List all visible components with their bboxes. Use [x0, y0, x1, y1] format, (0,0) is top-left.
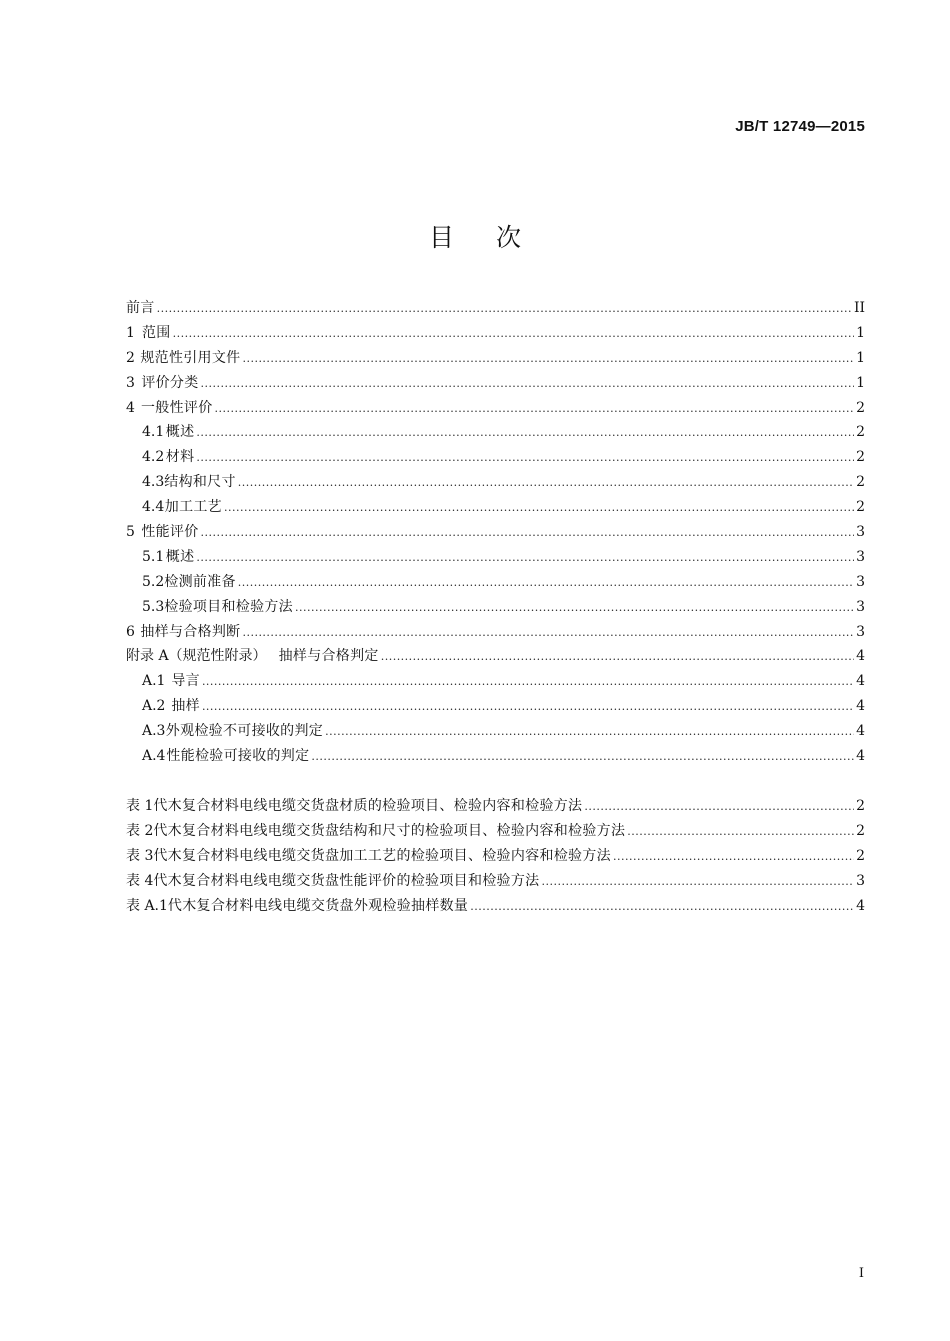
page-number: I — [858, 1266, 864, 1281]
toc-entry-5[interactable] — [126, 521, 865, 546]
table-entry-4[interactable] — [126, 870, 865, 895]
leader-dots — [201, 527, 855, 538]
toc-label: 导言 — [171, 673, 200, 690]
leader-dots — [173, 328, 854, 339]
toc-entry-4-3[interactable] — [126, 471, 865, 496]
toc-page: 2 — [856, 399, 865, 416]
leader-dots — [224, 502, 854, 513]
toc-number: A.2 — [142, 698, 166, 715]
leader-dots — [157, 303, 852, 314]
toc-number: 4.1 — [142, 424, 165, 441]
toc-entry-4[interactable] — [126, 397, 865, 422]
leader-dots — [238, 477, 854, 488]
table-label: 代木复合材料电线电缆交货盘性能评价的检验项目和检验方法 — [153, 872, 540, 889]
list-of-tables — [126, 795, 865, 919]
toc-label: 评价分类 — [141, 374, 199, 391]
leader-dots — [201, 378, 855, 389]
toc-label: 范围 — [141, 324, 171, 341]
toc-label: 前言 — [126, 300, 155, 316]
toc-entry-3[interactable] — [126, 372, 865, 397]
leader-dots — [470, 901, 854, 912]
toc-number: 4.3 — [142, 474, 165, 491]
toc-entry-4-4[interactable] — [126, 496, 865, 521]
toc-entry-5-3[interactable] — [126, 596, 865, 621]
toc-page: 4 — [856, 723, 865, 740]
toc-page: 3 — [856, 623, 865, 640]
toc-label: 外观检验不可接收的判定 — [165, 723, 324, 740]
toc-label: 一般性评价 — [141, 399, 213, 416]
leader-dots — [541, 876, 854, 887]
toc-label: 概述 — [165, 548, 195, 565]
leader-dots — [325, 726, 854, 737]
toc-entry-a-2[interactable] — [126, 695, 865, 720]
leader-dots — [242, 353, 854, 364]
table-page: 4 — [856, 897, 865, 914]
toc-entry-a-3[interactable] — [126, 720, 865, 745]
leader-dots — [627, 826, 854, 837]
toc-page: 4 — [856, 673, 865, 690]
table-page: 2 — [856, 822, 865, 839]
table-page: 3 — [856, 872, 865, 889]
toc-number: 4.2 — [142, 449, 165, 466]
page-title: 目次 — [428, 223, 563, 252]
toc-page: 3 — [856, 524, 865, 541]
toc-entry-5-2[interactable] — [126, 571, 865, 596]
leader-dots — [311, 751, 854, 762]
toc-entry-6[interactable] — [126, 621, 865, 646]
toc-number: 5 — [126, 524, 135, 541]
toc-label: 抽样与合格判定 — [278, 648, 379, 665]
toc-number: 附录 A（规范性附录） — [126, 648, 267, 665]
table-number: 表 A.1 — [126, 897, 168, 914]
leader-dots — [242, 627, 854, 638]
leader-dots — [381, 651, 854, 662]
toc-entry-2[interactable] — [126, 347, 865, 372]
toc-label: 结构和尺寸 — [164, 474, 236, 491]
toc-page: II — [853, 300, 865, 316]
toc-entry-5-1[interactable] — [126, 546, 865, 571]
toc-label: 性能检验可接收的判定 — [166, 748, 310, 765]
toc-page: 1 — [856, 374, 865, 391]
table-label: 代木复合材料电线电缆交货盘外观检验抽样数量 — [167, 897, 469, 914]
leader-dots — [238, 577, 854, 588]
table-entry-a-1[interactable] — [126, 895, 865, 920]
toc-label: 检测前准备 — [164, 573, 236, 590]
toc-number: 5.1 — [142, 548, 165, 565]
table-page: 2 — [856, 847, 865, 864]
leader-dots — [215, 403, 855, 414]
toc-page: 4 — [856, 698, 865, 715]
toc-page: 2 — [856, 474, 865, 491]
toc-page: 4 — [856, 748, 865, 765]
toc-number: 3 — [126, 374, 135, 391]
toc-label: 规范性引用文件 — [140, 349, 241, 366]
toc-number: 1 — [126, 324, 135, 341]
toc-entry-1[interactable] — [126, 322, 865, 347]
toc-number: 6 — [126, 623, 135, 640]
table-number: 表 4 — [126, 872, 154, 889]
toc-page: 3 — [856, 598, 865, 615]
leader-dots — [613, 851, 854, 862]
leader-dots — [196, 452, 854, 463]
table-entry-3[interactable] — [126, 845, 865, 870]
toc-label: 抽样 — [171, 698, 200, 715]
leader-dots — [584, 801, 854, 812]
toc-label: 检验项目和检验方法 — [164, 598, 293, 615]
toc-page: 1 — [856, 349, 865, 366]
table-page: 2 — [856, 798, 865, 814]
toc-page: 2 — [856, 424, 865, 441]
toc-label: 抽样与合格判断 — [140, 623, 241, 640]
toc-entry-a-1[interactable] — [126, 670, 865, 695]
table-label: 代木复合材料电线电缆交货盘加工工艺的检验项目、检验内容和检验方法 — [153, 847, 611, 864]
toc-number: 5.3 — [142, 598, 165, 615]
toc-page: 1 — [856, 324, 865, 341]
leader-dots — [196, 552, 854, 563]
toc-page: 2 — [856, 449, 865, 466]
toc-number: 4.4 — [142, 499, 165, 516]
toc-entry-appendix-a[interactable] — [126, 645, 865, 670]
toc-number: A.3 — [142, 723, 166, 740]
toc-number: 5.2 — [142, 573, 165, 590]
toc-entry-4-1[interactable] — [126, 421, 865, 446]
table-number: 表 2 — [126, 822, 154, 839]
toc-label: 材料 — [165, 449, 195, 466]
standard-code: JB/T 12749—2015 — [735, 118, 865, 135]
table-entry-2[interactable] — [126, 820, 865, 845]
toc-label: 概述 — [165, 424, 195, 441]
toc-page: 3 — [856, 548, 865, 565]
toc-number: A.1 — [142, 673, 166, 690]
leader-dots — [202, 676, 854, 687]
toc-entry-foreword[interactable] — [126, 297, 865, 322]
toc-number: 2 — [126, 349, 135, 366]
toc-entry-a-4[interactable] — [126, 745, 865, 770]
toc-page: 3 — [856, 573, 865, 590]
table-of-contents — [126, 297, 865, 770]
leader-dots — [196, 427, 854, 438]
toc-number: 4 — [126, 399, 135, 416]
toc-page: 2 — [856, 499, 865, 516]
table-number: 表 1 — [126, 798, 154, 814]
table-entry-1[interactable] — [126, 795, 865, 820]
leader-dots — [295, 602, 854, 613]
leader-dots — [202, 701, 854, 712]
table-number: 表 3 — [126, 847, 154, 864]
toc-label: 性能评价 — [141, 524, 199, 541]
toc-number: A.4 — [142, 748, 166, 765]
table-label: 代木复合材料电线电缆交货盘结构和尺寸的检验项目、检验内容和检验方法 — [153, 822, 626, 839]
toc-entry-4-2[interactable] — [126, 446, 865, 471]
table-label: 代木复合材料电线电缆交货盘材质的检验项目、检验内容和检验方法 — [153, 798, 583, 814]
toc-page: 4 — [856, 648, 865, 665]
toc-label: 加工工艺 — [164, 499, 222, 516]
